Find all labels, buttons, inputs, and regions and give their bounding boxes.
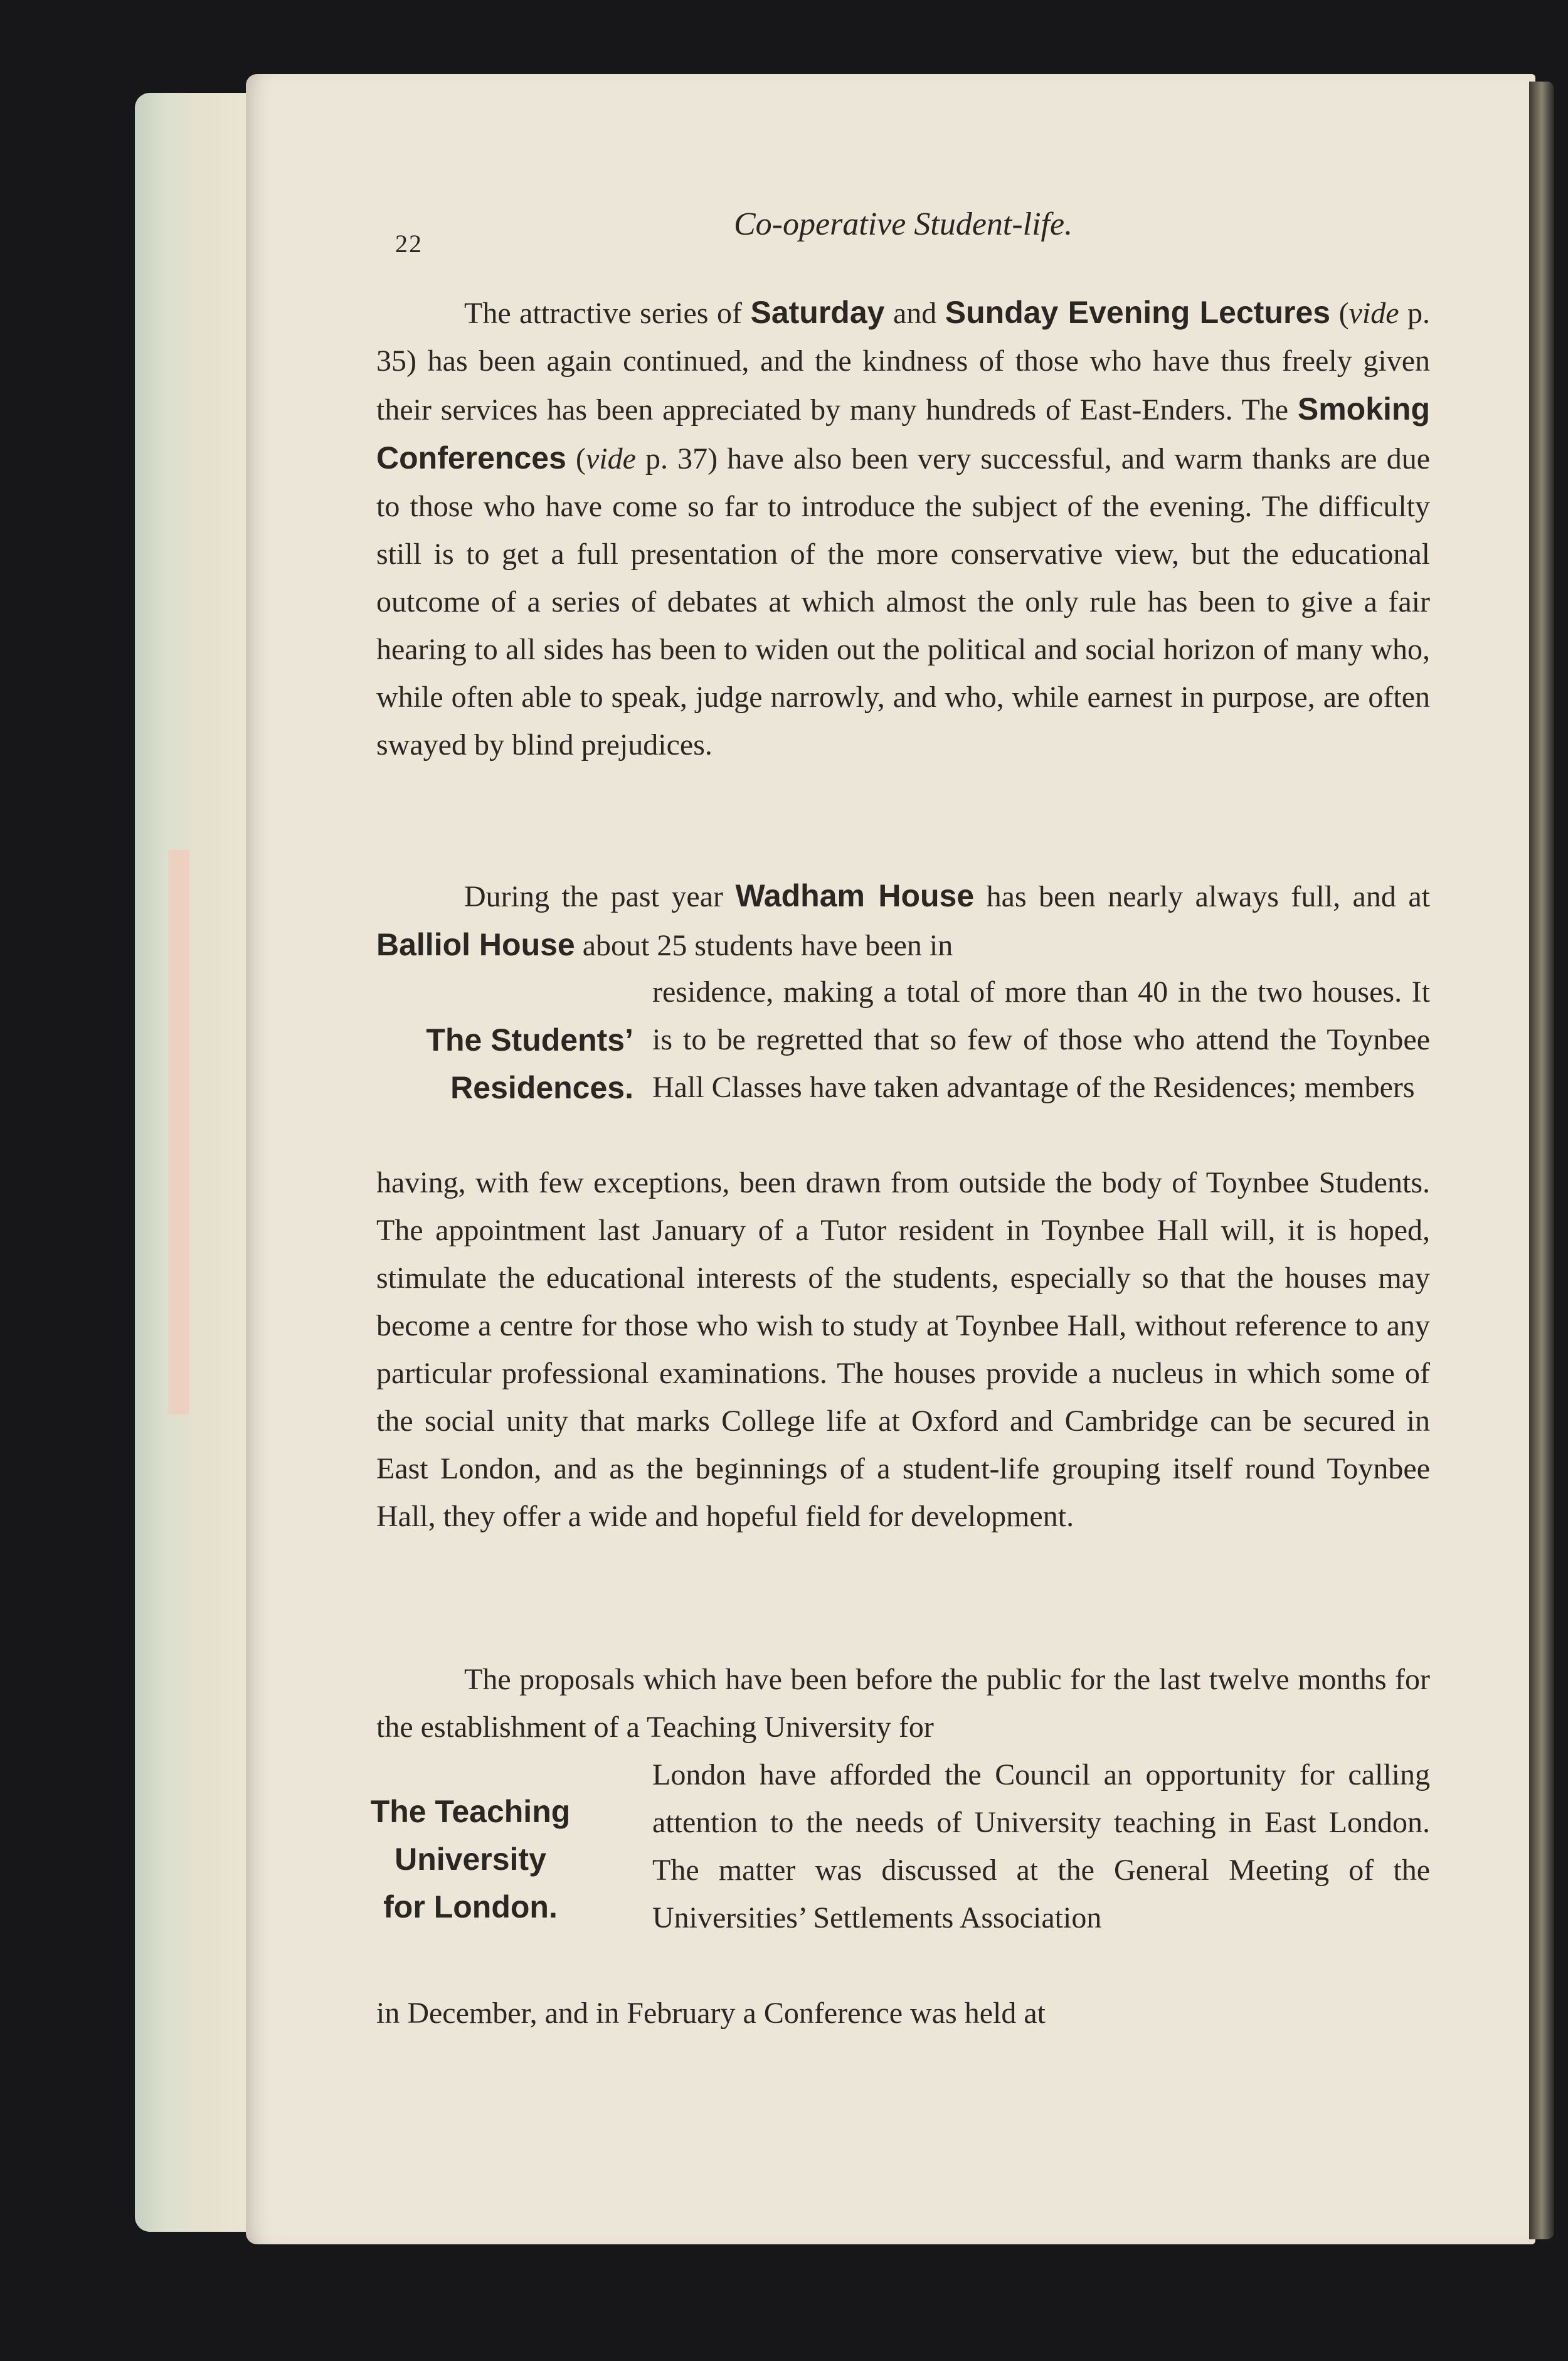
term-sunday-evening-lectures: Sunday Evening Lectures (945, 295, 1331, 330)
paragraph-teaching-university-lead: The proposals which have been before the public for the last twelve months for the establishment of a Teaching University for (376, 1663, 1430, 1744)
side-note-students-residences: The Students’ Residences. (426, 1022, 633, 1105)
term-balliol-house: Balliol House (376, 927, 575, 962)
side-note-teaching-university: The Teaching University for London. (370, 1794, 571, 1924)
running-title: Co-operative Student-life. (734, 206, 1073, 242)
term-saturday: Saturday (750, 295, 885, 330)
page-number: 22 (395, 230, 423, 258)
paragraph-residences-inset: residence, making a total of more than 40 in the two houses. It is to be regretted that so few of those who attend the Toynbee Hall Classes have taken advantage of the Residences; members (652, 975, 1430, 1104)
paragraph-residences-body: having, with few exceptions, been drawn from outside the body of Toynbee Students. The appointment last January of a Tutor resident in Toynbee Hall will, it is hoped, stimulate the educational interests of the students, especially so that the houses may become a centre for those who wish to study at Toynbee Hall, without reference to any particular professional examinations. The houses provide a nucleus in which some of the social unity that marks College life at Oxford and Cambridge can be secured in East London, and as the beginnings of a student-life grouping itself round Toynbee Hall, they offer a wide and hopeful field for development. (376, 1166, 1430, 1533)
term-smoking-conferences: Smoking Conferences (376, 391, 1430, 475)
paragraph-lectures: The attractive series of Saturday and Sunday Evening Lectures (vide p. 35) has been again continued, and the kindness of those who have thus freely given their services has been appreciated by many hundreds of East-Enders. The Smoking Conferences (vide p. 37) have also been very successful, and warm thanks are due to those who have come so far to introduce the subject of the evening. The difficulty still is to get a full presentation of the more conservative view, but the educational outcome of a series of debates at which almost the only rule has been to give a fair hearing to all sides has been to widen out the political and social horizon of many who, while often able to speak, judge narrowly, and who, while earnest in purpose, are often swayed by blind prejudices. (376, 295, 1431, 761)
page-edge-tint (168, 850, 189, 1414)
term-wadham-house: Wadham House (735, 878, 975, 913)
paragraph-teaching-university-body: in December, and in February a Conference was held at (376, 1997, 1046, 2030)
right-page-edge (1529, 82, 1554, 2239)
paragraph-teaching-university-inset: London have afforded the Council an opportunity for calling attention to the needs of University teaching in East London. The matter was discussed at the General Meeting of the Universities’ Settlements Association (652, 1758, 1430, 1934)
paragraph-residences-lead: During the past year Wadham House has been nearly always full, and at Balliol House about 25 students have been in (376, 878, 1430, 962)
